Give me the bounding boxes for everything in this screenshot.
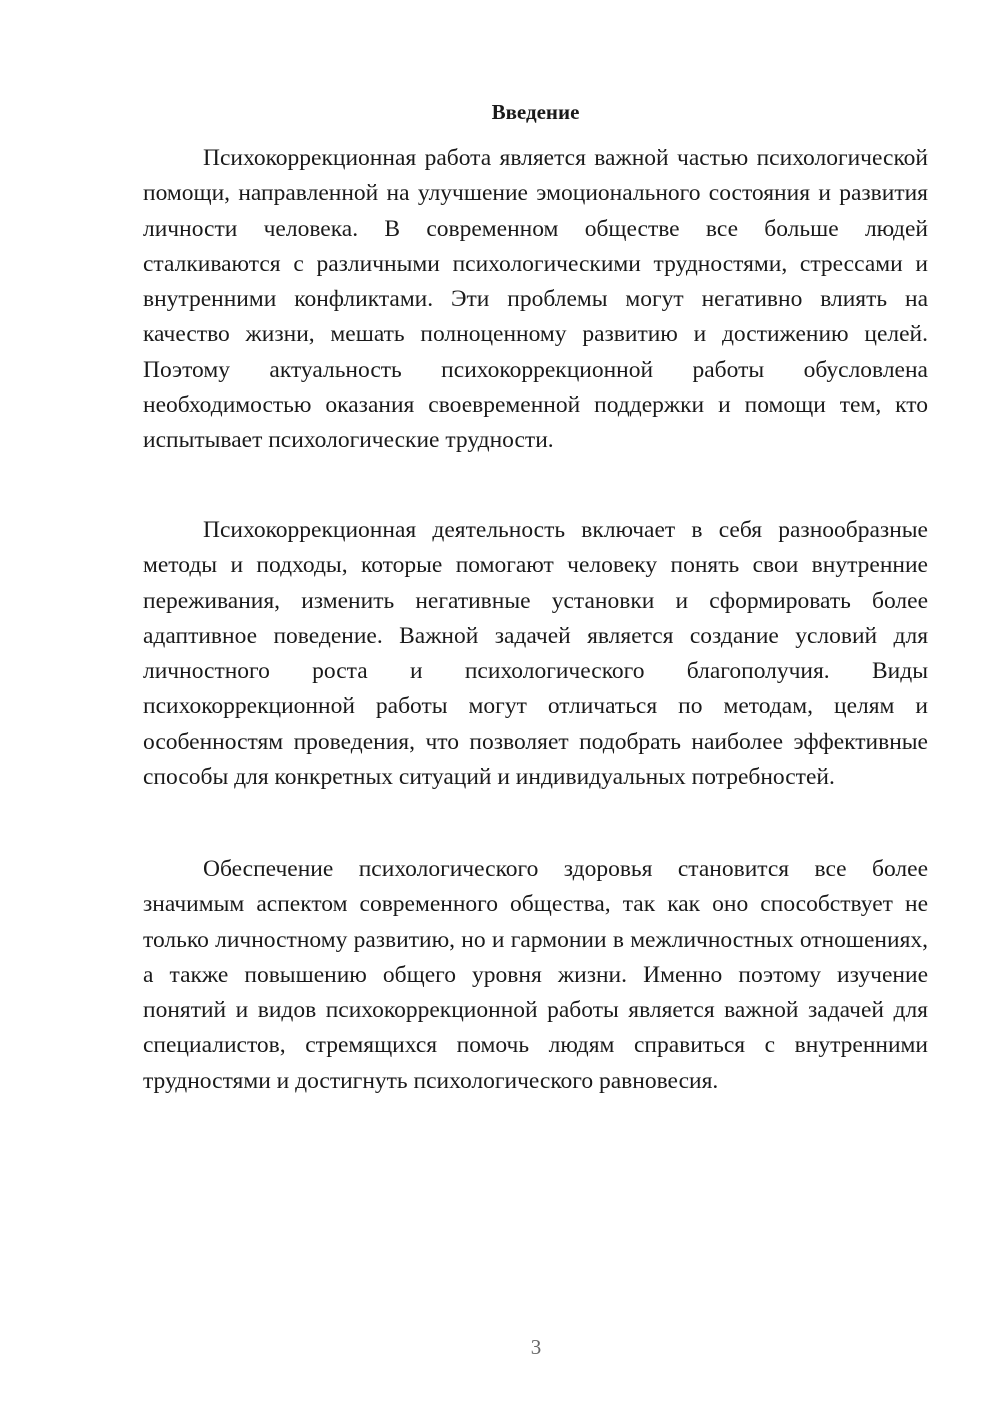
paragraph-1: Психокоррекционная работа является важной частью психологической помощи, направленной на улучшение эмоционального состояния и развития личности человека. В современном обществе все больше людей сталкиваются с различными психологическими трудностями, стрессами и внутренними конфликтами. Эти проблемы могут негативно влиять на качество жизни, мешать полноценному развитию и достижению целей. Поэтому актуальность психокоррекционной работы обусловлена необходимостью оказания своевременной поддержки и помощи тем, кто испытывает психологические трудности. (143, 145, 928, 454)
paragraph-3: Обеспечение психологического здоровья становится все более значимым аспектом современного общества, так как оно способствует не только личностному развитию, но и гармонии в межличностных отношениях, а также повышению общего уровня жизни. Именно поэтому изучение понятий и видов психокоррекционной работы является важной задачей для специалистов, стремящихся помочь людям справиться с внутренними трудностями и достигнуть психологического равновесия. (143, 856, 928, 1094)
paragraph-2: Психокоррекционная деятельность включает в себя разнообразные методы и подходы, которые помогают человеку понять свои внутренние переживания, изменить негативные установки и сформировать более адаптивное поведение. Важной задачей является создание условий для личностного роста и психологического благополучия. Виды психокоррекционной работы могут отличаться по методам, целям и особенностям проведения, что позволяет подобрать наиболее эффективные способы для конкретных ситуаций и индивидуальных потребностей. (143, 517, 928, 791)
page-title: Введение (491, 100, 580, 124)
page-number: 3 (530, 1335, 542, 1359)
